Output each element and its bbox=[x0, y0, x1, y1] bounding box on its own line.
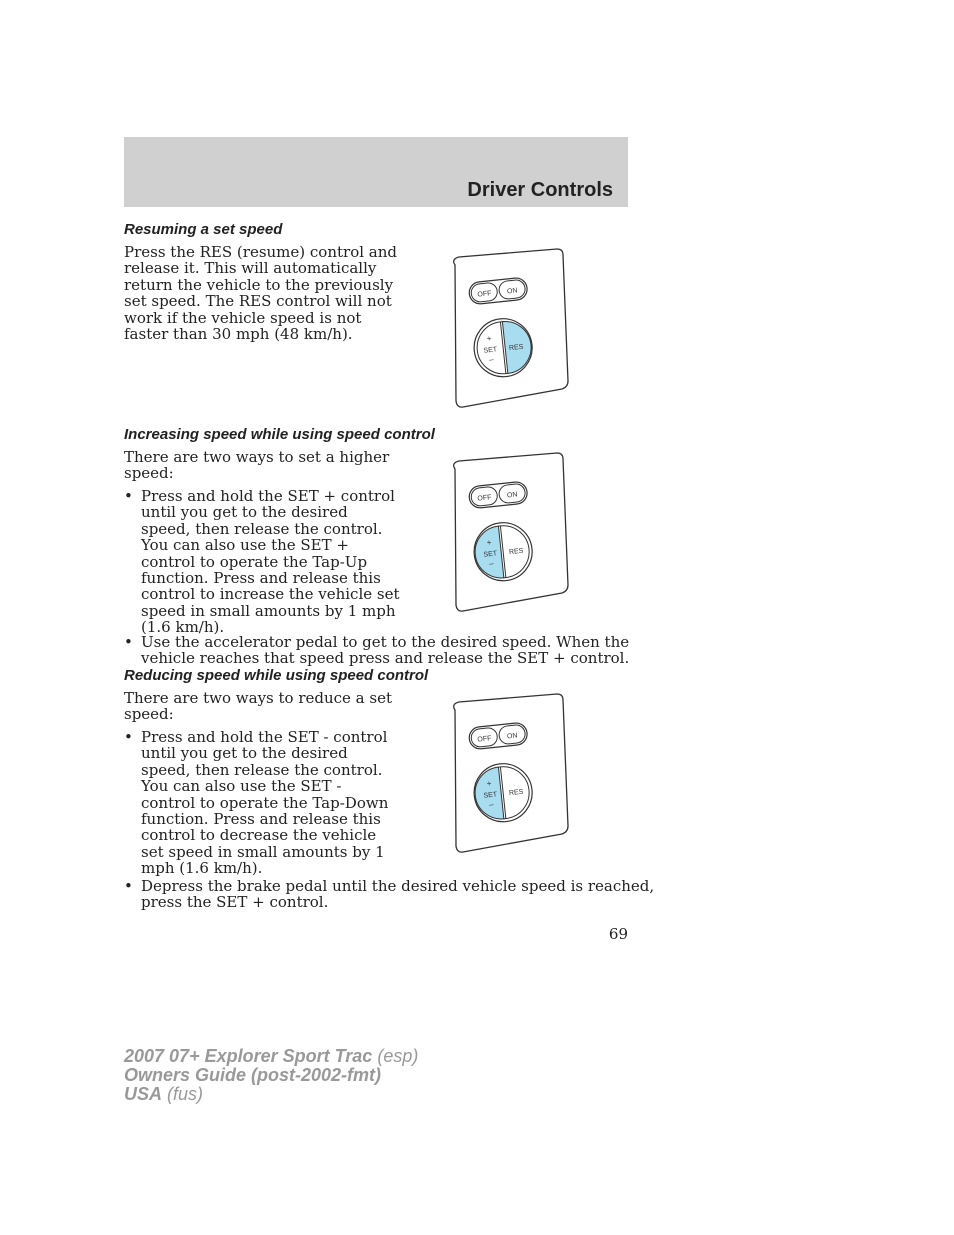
plus-label: + bbox=[486, 537, 492, 548]
minus-label: – bbox=[488, 799, 494, 810]
text-line: mph (1.6 km/h). bbox=[141, 859, 263, 878]
text-line: speed in small amounts by 1 mph bbox=[141, 601, 396, 620]
section-heading-resuming: Resuming a set speed bbox=[124, 221, 283, 238]
text-line: faster than 30 mph (48 km/h). bbox=[124, 325, 353, 344]
set-label: SET bbox=[483, 791, 498, 800]
on-label: ON bbox=[506, 287, 518, 296]
text-line: There are two ways to set a higher bbox=[124, 448, 390, 466]
text-line: release it. This will automatically bbox=[124, 259, 377, 278]
plus-label: + bbox=[486, 778, 492, 789]
text-line: Use the accelerator pedal to get to the desired speed. When the bbox=[141, 633, 630, 651]
res-label: RES bbox=[508, 547, 524, 557]
section-heading-increasing: Increasing speed while using speed control bbox=[124, 426, 435, 443]
res-label: RES bbox=[508, 343, 524, 353]
text-line: Press the RES (resume) control and bbox=[124, 243, 397, 261]
text-line: set speed. The RES control will not bbox=[124, 292, 392, 311]
text-line: press the SET + control. bbox=[141, 893, 329, 912]
off-label: OFF bbox=[477, 735, 492, 744]
text-line: (1.6 km/h). bbox=[141, 618, 225, 637]
text-line: control to decrease the vehicle bbox=[141, 826, 377, 845]
footer-line3-bold: USA bbox=[124, 1084, 163, 1104]
minus-label: – bbox=[488, 558, 494, 569]
set-label: SET bbox=[483, 550, 498, 559]
section-intro-increasing bbox=[124, 449, 389, 482]
speed-control-figure-set-minus bbox=[445, 692, 573, 854]
section-heading-reducing: Reducing speed while using speed control bbox=[124, 667, 429, 684]
on-label: ON bbox=[506, 732, 518, 741]
text-line: speed: bbox=[124, 705, 174, 724]
off-label: OFF bbox=[477, 494, 492, 503]
speed-control-figure-res bbox=[445, 247, 573, 409]
text-line: You can also use the SET - bbox=[141, 777, 342, 796]
text-line: Press and hold the SET - control bbox=[141, 728, 388, 746]
text-line: vehicle reaches that speed press and release the SET + control. bbox=[141, 649, 630, 668]
footer-line3-light: (fus) bbox=[167, 1084, 204, 1104]
text-line: until you get to the desired bbox=[141, 744, 348, 763]
text-line: return the vehicle to the previously bbox=[124, 275, 394, 294]
footer bbox=[124, 1047, 418, 1104]
set-label: SET bbox=[483, 346, 498, 355]
plus-label: + bbox=[486, 333, 492, 344]
page-title: Driver Controls bbox=[467, 179, 613, 201]
off-label: OFF bbox=[477, 290, 492, 299]
footer-line2-bold: Owners Guide (post-2002-fmt) bbox=[124, 1065, 382, 1085]
bullet-item bbox=[124, 878, 654, 911]
text-line: speed: bbox=[124, 464, 174, 483]
text-line: until you get to the desired bbox=[141, 503, 348, 522]
speed-control-figure-set-plus bbox=[445, 451, 573, 613]
bullet-marker: • bbox=[124, 633, 133, 651]
text-line: There are two ways to reduce a set bbox=[124, 689, 393, 707]
text-line: control to increase the vehicle set bbox=[141, 585, 400, 604]
bullet-marker: • bbox=[124, 728, 133, 746]
text-line: function. Press and release this bbox=[141, 810, 381, 829]
footer-line1-bold: 2007 07+ Explorer Sport Trac bbox=[124, 1046, 373, 1066]
footer-line1-light: (esp) bbox=[377, 1046, 419, 1066]
bullet-marker: • bbox=[124, 487, 133, 505]
text-line: speed, then release the control. bbox=[141, 760, 383, 779]
res-label: RES bbox=[508, 788, 524, 798]
text-line: speed, then release the control. bbox=[141, 519, 383, 538]
bullet-marker: • bbox=[124, 877, 133, 895]
bullet-item bbox=[124, 488, 400, 636]
on-label: ON bbox=[506, 491, 518, 500]
text-line: Depress the brake pedal until the desired vehicle speed is reached, bbox=[141, 877, 655, 895]
text-line: work if the vehicle speed is not bbox=[124, 308, 362, 327]
text-line: You can also use the SET + bbox=[141, 536, 349, 555]
bullet-item bbox=[124, 634, 629, 667]
header-band bbox=[124, 137, 628, 207]
section-body-resuming bbox=[124, 244, 397, 342]
minus-label: – bbox=[488, 354, 494, 365]
text-line: Press and hold the SET + control bbox=[141, 487, 395, 505]
bullet-item bbox=[124, 729, 388, 877]
page-number: 69 bbox=[608, 925, 628, 943]
section-intro-reducing bbox=[124, 690, 392, 723]
text-line: control to operate the Tap-Up bbox=[141, 552, 368, 571]
text-line: control to operate the Tap-Down bbox=[141, 793, 389, 812]
text-line: function. Press and release this bbox=[141, 569, 381, 588]
text-line: set speed in small amounts by 1 bbox=[141, 842, 385, 861]
